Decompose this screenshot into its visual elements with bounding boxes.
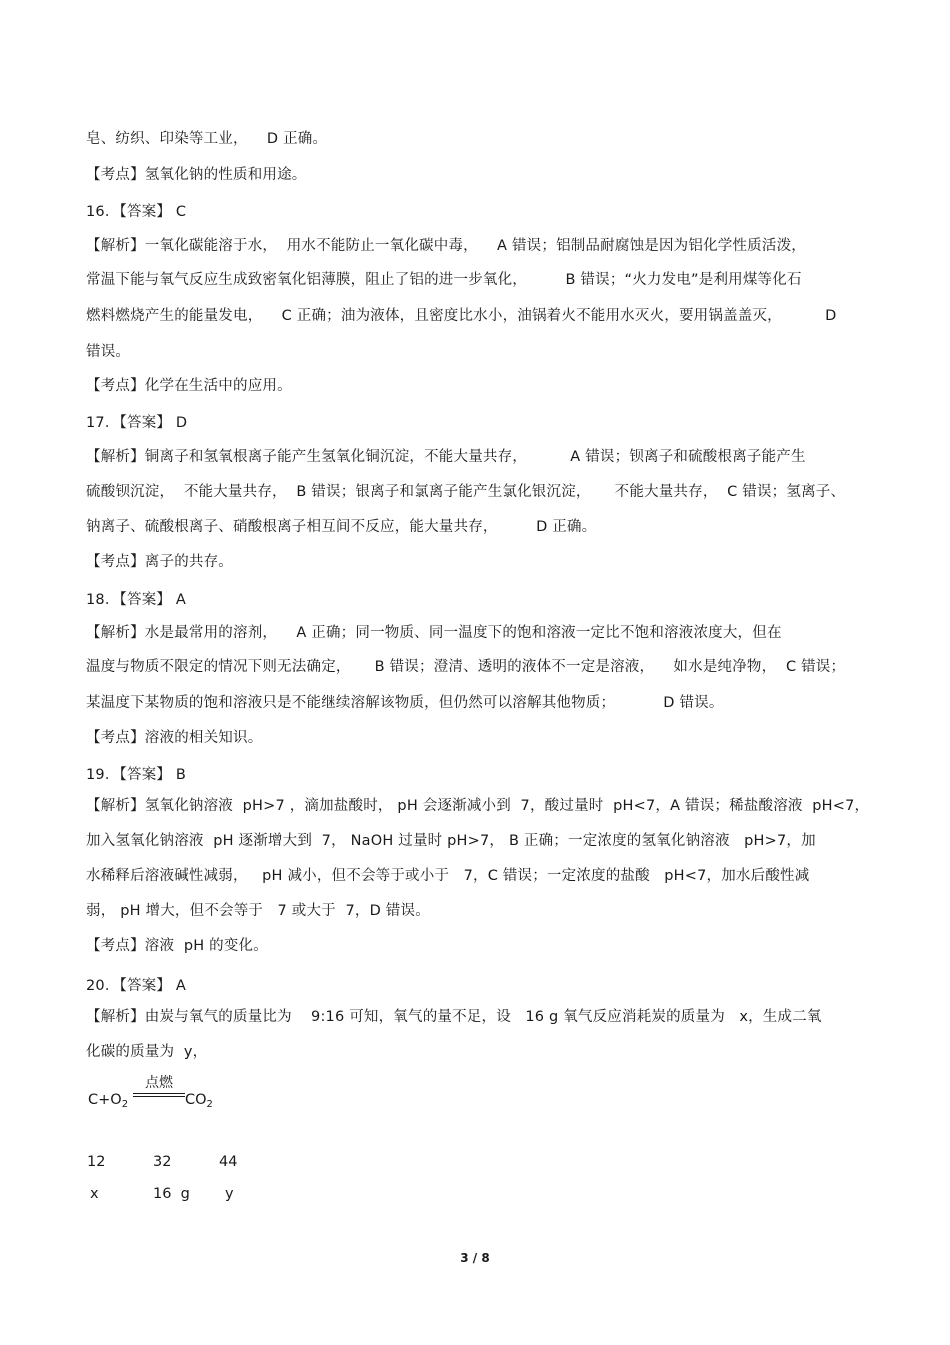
mass-value: 32	[153, 1154, 172, 1170]
mass-value: 12	[87, 1154, 106, 1170]
text-line: 【考点】溶液 pH 的变化。	[86, 938, 268, 954]
text-line: 【考点】溶液的相关知识。	[86, 730, 263, 746]
question-answer: 18．【答案】 A	[86, 592, 187, 608]
text-line: 钠离子、硫酸根离子、硝酸根离子相互间不反应，能大量共存， D 正确。	[86, 519, 597, 535]
equation-product-subscript: 2	[206, 1099, 213, 1110]
text-line: 弱， pH 增大，但不会等于 7 或大于 7，D 错误。	[86, 903, 430, 919]
text-line: 【解析】一氧化碳能溶于水， 用水不能防止一氧化碳中毒， A 错误；铝制品耐腐蚀是因为铝化学性质活泼，	[86, 238, 806, 254]
text-line: 水稀释后溶液碱性减弱， pH 减小，但不会等于或小于 7，C 错误；一定浓度的盐酸 pH<7，加水后酸性减	[86, 868, 810, 884]
question-answer: 20．【答案】 A	[86, 978, 187, 994]
question-answer: 17．【答案】 D	[86, 415, 188, 431]
page-number: 3 / 8	[460, 1251, 490, 1265]
text-line: 【解析】由炭与氧气的质量比为 9:16 可知，氧气的量不足，设 16 g 氧气反应消耗炭的质量为 x，生成二氧	[86, 1009, 822, 1025]
variable-value: y	[225, 1186, 234, 1202]
text-line: 错误。	[86, 344, 131, 360]
text-line: 【考点】氢氧化钠的性质和用途。	[86, 167, 307, 183]
equation-product: CO	[185, 1092, 207, 1108]
text-line: 【解析】氢氧化钠溶液 pH>7 ，滴加盐酸时， pH 会逐渐减小到 7，酸过量时 pH<7，A 错误；稀盐酸溶液 pH<7，	[86, 798, 870, 814]
text-line: 某温度下某物质的饱和溶液只是不能继续溶解该物质，但仍然可以溶解其他物质； D 错误。	[86, 695, 724, 711]
variable-value: 16 g	[153, 1186, 190, 1202]
text-line: 加入氢氧化钠溶液 pH 逐渐增大到 7， NaOH 过量时 pH>7， B 正确；一定浓度的氢氧化钠溶液 pH>7，加	[86, 833, 816, 849]
text-line: 【考点】化学在生活中的应用。	[86, 378, 292, 394]
text-line: 【解析】水是最常用的溶剂， A 正确；同一物质、同一温度下的饱和溶液一定比不饱和溶液浓度大，但在	[86, 625, 782, 641]
text-line: 化碳的质量为 y，	[86, 1044, 208, 1060]
text-line: 皂、纺织、印染等工业， D 正确。	[86, 131, 328, 147]
text-line: 常温下能与氧气反应生成致密氧化铝薄膜，阻止了铝的进一步氧化， B 错误；“火力发电”是利用煤等化石	[86, 272, 802, 288]
text-line: 燃料燃烧产生的能量发电， C 正确；油为液体，且密度比水小，油锅着火不能用水灭火，要用锅盖盖灭， D	[86, 308, 837, 324]
reaction-condition: 点燃	[145, 1075, 173, 1091]
question-answer: 19．【答案】 B	[86, 767, 187, 783]
equation-reactant-subscript: 2	[121, 1099, 129, 1110]
text-line: 温度与物质不限定的情况下则无法确定， B 错误；澄清、透明的液体不一定是溶液， 如水是纯净物， C 错误；	[86, 659, 846, 675]
text-line: 【解析】铜离子和氢氧根离子能产生氢氧化铜沉淀，不能大量共存， A 错误；钡离子和硫酸根离子能产生	[86, 449, 806, 465]
text-line: 硫酸钡沉淀， 不能大量共存， B 错误；银离子和氯离子能产生氯化银沉淀， 不能大量共存， C 错误；氢离子、	[86, 484, 846, 500]
text-line: 【考点】离子的共存。	[86, 554, 233, 570]
equation-reactants: C+O	[88, 1092, 122, 1108]
mass-value: 44	[219, 1154, 238, 1170]
reaction-arrow	[133, 1074, 185, 1097]
question-answer: 16．【答案】 C	[86, 204, 187, 220]
variable-value: x	[90, 1186, 99, 1202]
